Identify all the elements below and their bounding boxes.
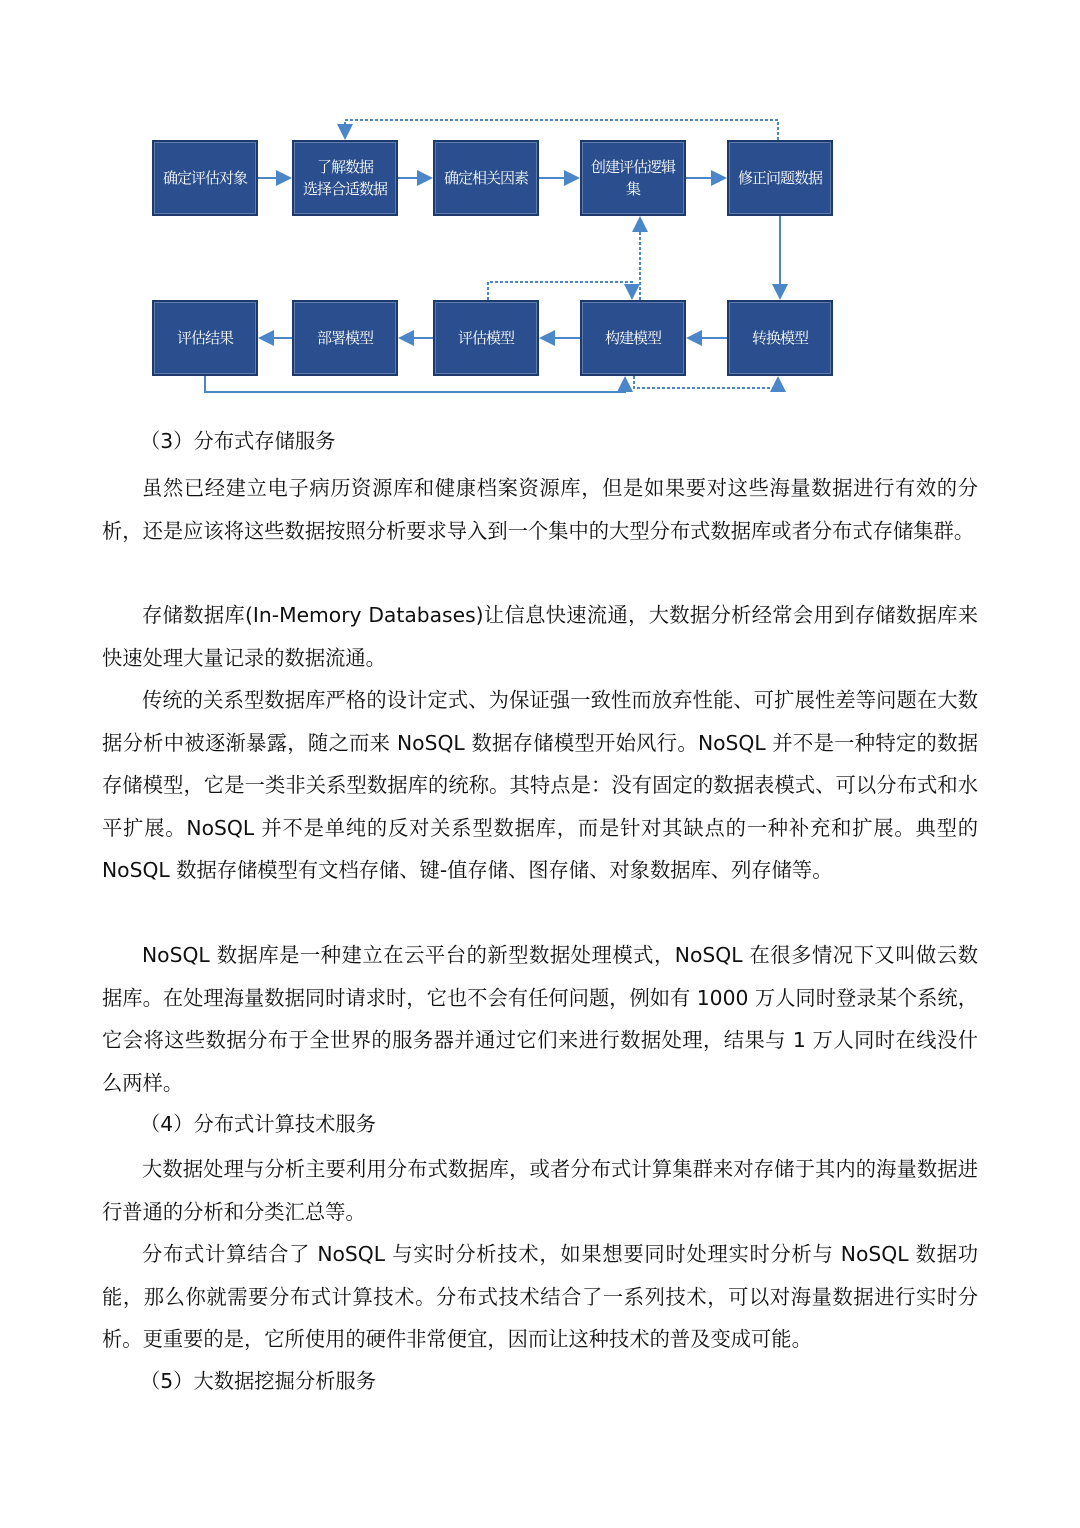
arrow-b6-b9-loop bbox=[205, 376, 625, 392]
box-transform-model: 转换模型 bbox=[727, 300, 833, 376]
box-determine-target: 确定评估对象 bbox=[152, 140, 258, 216]
arrow-b5-b2-loop bbox=[345, 120, 778, 140]
paragraph-3: 传统的关系型数据库严格的设计定式、为保证强一致性而放弃性能、可扩展性差等问题在大数据分析中被逐渐暴露，随之而来 NoSQL 数据存储模型开始风行。NoSQL 并不是一种特定的数据存储模型，它是一类非关系型数据库的统称。其特点是：没有固定的数据表模式、可以分布式和水平扩展。NoSQL 并不是单纯的反对关系型数据库，而是针对其缺点的一种补充和扩展。典型的 NoSQL 数据存储模型有文档存储、键-值存储、图存储、对象数据库、列存储等。 bbox=[102, 688, 978, 882]
section-heading-4: （4）分布式计算技术服务 bbox=[140, 1112, 376, 1136]
box-evaluate-result: 评估结果 bbox=[152, 300, 258, 376]
box-create-logic-set: 创建评估逻辑 集 bbox=[580, 140, 686, 216]
arrow-b8-b9-loop bbox=[488, 282, 632, 300]
box-build-model: 构建模型 bbox=[580, 300, 686, 376]
paragraph-6: 分布式计算结合了 NoSQL 与实时分析技术，如果想要同时处理实时分析与 NoSQL 数据功能，那么你就需要分布式计算技术。分布式技术结合了一系列技术，可以对海量数据进行实时分析。更重要的是，它所使用的硬件非常便宜，因而让这种技术的普及变成可能。 bbox=[102, 1242, 978, 1351]
box-deploy-model: 部署模型 bbox=[292, 300, 398, 376]
box-evaluate-model: 评估模型 bbox=[433, 300, 539, 376]
section-heading-3: （3）分布式存储服务 bbox=[140, 429, 336, 453]
section-heading-5: （5）大数据挖掘分析服务 bbox=[140, 1369, 376, 1393]
box-understand-data: 了解数据 选择合适数据 bbox=[292, 140, 398, 216]
paragraph-2: 存储数据库(In-Memory Databases)让信息快速流通，大数据分析经常会用到存储数据库来快速处理大量记录的数据流通。 bbox=[102, 603, 978, 670]
paragraph-5: 大数据处理与分析主要利用分布式数据库，或者分布式计算集群来对存储于其内的海量数据进行普通的分析和分类汇总等。 bbox=[102, 1157, 978, 1224]
box-determine-factors: 确定相关因素 bbox=[433, 140, 539, 216]
box-fix-problem-data: 修正问题数据 bbox=[727, 140, 833, 216]
paragraph-4: NoSQL 数据库是一种建立在云平台的新型数据处理模式，NoSQL 在很多情况下又叫做云数据库。在处理海量数据同时请求时，它也不会有任何问题，例如有 1000 万人同时登录某个系统，它会将这些数据分布于全世界的服务器并通过它们来进行数据处理，结果与 1 万人同时在线没什么两样。 bbox=[102, 943, 978, 1095]
paragraph-1: 虽然已经建立电子病历资源库和健康档案资源库，但是如果要对这些海量数据进行有效的分析，还是应该将这些数据按照分析要求导入到一个集中的大型分布式数据库或者分布式存储集群。 bbox=[102, 476, 978, 543]
arrow-b9-b10-loop bbox=[634, 376, 778, 388]
